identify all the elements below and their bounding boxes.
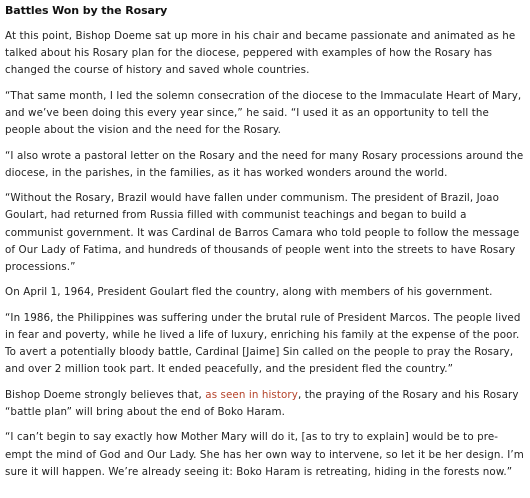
section-heading: Battles Won by the Rosary bbox=[5, 4, 168, 17]
paragraph-battle-plan-start: Bishop Doeme strongly believes that, bbox=[5, 388, 206, 401]
paragraph-mother-mary-quote: “I can’t begin to say exactly how Mother Mary will do it, [as to try to explain] would be to pre-empt the mind of God and Our Lady. She has her own way to intervene, so let it be her design. I’m sure it will happen. We’re already seeing it: Boko Haram is retreating, hiding in the forests now.” bbox=[5, 431, 524, 478]
paragraph-battle-plan bbox=[5, 387, 525, 421]
paragraph-pastoral-letter-quote: “I also wrote a pastoral letter on the Rosary and the need for many Rosary processions around the diocese, in the parishes, in the families, as it has worked wonders around the world. bbox=[5, 149, 524, 179]
paragraph-brazil-quote: “Without the Rosary, Brazil would have fallen under communism. The president of Brazil, Joao Goulart, had returned from Russia filled with communist teachings and began to build a communist government. It was Cardinal de Barros Camara who told people to follow the message of Our Lady of Fatima, and hundreds of thousands of people went into the streets to have Rosary processions.” bbox=[5, 192, 520, 273]
paragraph-philippines-quote: “In 1986, the Philippines was suffering under the brutal rule of President Marcos. The people lived in fear and poverty, while he lived a life of luxury, enriching his family at the expense of the poor. To avert a potentially bloody battle, Cardinal [Jaime] Sin called on the people to pray the Rosary, and over 2 million took part. It ended peacefully, and the president fled the country.” bbox=[5, 311, 521, 376]
paragraph-battle-plan-end: , the praying of the Rosary and his Rosary “battle plan” will bring about the end of Boko Haram. bbox=[5, 388, 519, 418]
paragraph-consecration-quote: “That same month, I led the solemn consecration of the diocese to the Immaculate Heart of Mary, and we’ve been doing this every year since,” he said. “I used it as an opportunity to tell the people about the vision and the need for the Rosary. bbox=[5, 89, 522, 137]
paragraph-goulart-fled: On April 1, 1964, President Goulart fled the country, along with members of his government. bbox=[5, 286, 493, 299]
history-link[interactable]: as seen in history bbox=[205, 388, 298, 401]
paragraph-intro: At this point, Bishop Doeme sat up more in his chair and became passionate and animated as he talked about his Rosary plan for the diocese, peppered with examples of how the Rosary has changed the course of history and saved whole countries. bbox=[5, 30, 516, 77]
